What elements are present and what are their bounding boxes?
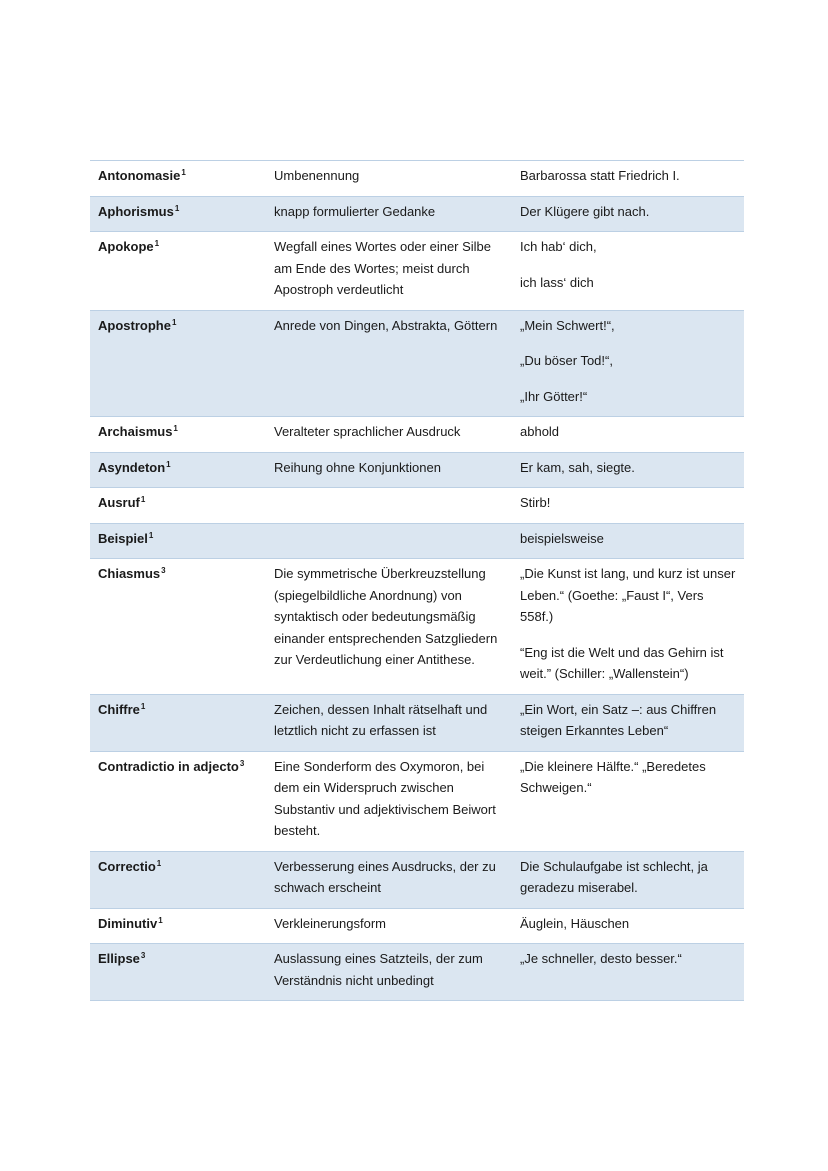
footnote-marker: 3 [161, 566, 166, 575]
table-row [90, 232, 744, 311]
term-cell [90, 523, 266, 559]
example-text: ich lass‘ dich [520, 274, 594, 290]
example-text: Der Klügere gibt nach. [520, 203, 650, 219]
table-row [90, 559, 744, 695]
table-body [90, 161, 744, 1001]
term-cell [90, 196, 266, 232]
term-label: Chiasmus [98, 566, 161, 581]
example-text: „Die Kunst ist lang, und kurz ist unser Leben.“ (Goethe: „Faust I“, Vers 558f.) [520, 566, 736, 624]
example-text: „Je schneller, desto besser.“ [520, 951, 682, 966]
footnote-marker: 1 [154, 239, 160, 248]
table-row [90, 310, 744, 417]
stylistic-devices-table [90, 160, 744, 1001]
term-label: Correctio [98, 858, 156, 874]
footnote-marker: 1 [148, 530, 154, 540]
example-text: „Du böser Tod!“, [520, 353, 613, 368]
table-row [90, 196, 744, 232]
definition-cell: Die symmetrische Überkreuzstellung (spiegelbildliche Anordnung) von syntaktisch oder bedeutungsmäßig einander entsprechenden Satzgliedern zur Verdeutlichung einer Antithese. [274, 566, 498, 667]
example-cell [512, 310, 744, 417]
table-row [90, 523, 744, 559]
definition-cell: Verkleinerungsform [274, 915, 386, 931]
term-cell [90, 452, 266, 488]
table-row [90, 161, 744, 197]
example-text: Die Schulaufgabe ist schlecht, ja geradezu miserabel. [520, 858, 708, 895]
term-cell [90, 310, 266, 417]
definition-cell: Auslassung eines Satzteils, der zum Verständnis nicht unbedingt [274, 951, 483, 988]
term-cell [90, 944, 266, 1001]
example-cell [512, 559, 744, 695]
definition-cell: Eine Sonderform des Oxymoron, bei dem ein Widerspruch zwischen Substantiv und adjektivischem Beiwort besteht. [274, 758, 496, 838]
definition-cell: Verbesserung eines Ausdrucks, der zu schwach erscheint [274, 858, 496, 895]
term-label: Asyndeton [98, 459, 166, 475]
table-row [90, 417, 744, 453]
example-text: abhold [520, 424, 560, 439]
definition-cell: Reihung ohne Konjunktionen [274, 459, 441, 475]
example-cell [512, 452, 744, 488]
term-cell [90, 232, 266, 311]
example-text: „Mein Schwert!“, [520, 317, 615, 333]
example-text: beispielsweise [520, 530, 604, 546]
term-label: Contradictio in adjecto [98, 758, 239, 774]
term-label: Chiffre [98, 701, 140, 717]
footnote-marker: 3 [239, 758, 245, 768]
footnote-marker: 1 [181, 168, 186, 177]
term-label: Diminutiv [98, 915, 158, 931]
example-text: „Ein Wort, ein Satz –: aus Chiffren steigen Erkanntes Leben“ [520, 701, 717, 738]
footnote-marker: 3 [140, 951, 146, 960]
example-cell [512, 232, 744, 311]
example-cell [512, 908, 744, 944]
definition-cell: Umbenennung [274, 168, 360, 183]
term-label: Ellipse [98, 951, 140, 966]
table-row [90, 452, 744, 488]
definition-cell: knapp formulierter Gedanke [274, 203, 436, 219]
footnote-marker: 1 [173, 424, 178, 433]
term-label: Antonomasie [98, 168, 181, 183]
example-cell [512, 851, 744, 908]
footnote-marker: 1 [156, 858, 162, 868]
term-label: Beispiel [98, 530, 148, 546]
definition-cell [266, 523, 512, 559]
example-cell [512, 196, 744, 232]
definition-cell: Zeichen, dessen Inhalt rätselhaft und letztlich nicht zu erfassen ist [274, 701, 488, 738]
footnote-marker: 1 [166, 459, 171, 469]
example-cell [512, 523, 744, 559]
term-cell [90, 559, 266, 695]
example-text: „Die kleinere Hälfte.“ „Beredetes Schweigen.“ [520, 758, 706, 795]
footnote-marker: 1 [140, 495, 146, 504]
table-row [90, 751, 744, 851]
term-label: Apostrophe [98, 317, 171, 333]
table-row [90, 908, 744, 944]
term-cell [90, 694, 266, 751]
example-cell [512, 417, 744, 453]
term-label: Archaismus [98, 424, 173, 439]
footnote-marker: 1 [158, 915, 163, 925]
example-cell [512, 751, 744, 851]
example-text: Er kam, sah, siegte. [520, 459, 635, 475]
example-cell [512, 944, 744, 1001]
table-row [90, 944, 744, 1001]
example-cell [512, 161, 744, 197]
table-row [90, 694, 744, 751]
table-row [90, 488, 744, 524]
definition-cell: Veralteter sprachlicher Ausdruck [274, 424, 461, 439]
term-cell [90, 161, 266, 197]
example-cell [512, 488, 744, 524]
definition-cell: Wegfall eines Wortes oder einer Silbe am Ende des Wortes; meist durch Apostroph verdeutlicht [274, 239, 492, 297]
term-label: Ausruf [98, 495, 140, 510]
term-label: Aphorismus [98, 203, 174, 219]
example-text: Ich hab‘ dich, [520, 239, 597, 254]
term-cell [90, 417, 266, 453]
footnote-marker: 1 [171, 317, 177, 327]
term-label: Apokope [98, 239, 154, 254]
example-text: Barbarossa statt Friedrich I. [520, 168, 680, 183]
footnote-marker: 1 [174, 203, 180, 213]
example-text: Äuglein, Häuschen [520, 915, 630, 931]
term-cell [90, 751, 266, 851]
term-cell [90, 908, 266, 944]
term-cell [90, 488, 266, 524]
example-text: „Ihr Götter!“ [520, 388, 588, 404]
footnote-marker: 1 [140, 701, 146, 711]
example-text: “Eng ist die Welt und das Gehirn ist weit.” (Schiller: „Wallenstein“) [520, 644, 724, 681]
table-row [90, 851, 744, 908]
example-cell [512, 694, 744, 751]
definition-cell [266, 488, 512, 524]
definition-cell: Anrede von Dingen, Abstrakta, Göttern [274, 317, 498, 333]
term-cell [90, 851, 266, 908]
example-text: Stirb! [520, 495, 551, 510]
